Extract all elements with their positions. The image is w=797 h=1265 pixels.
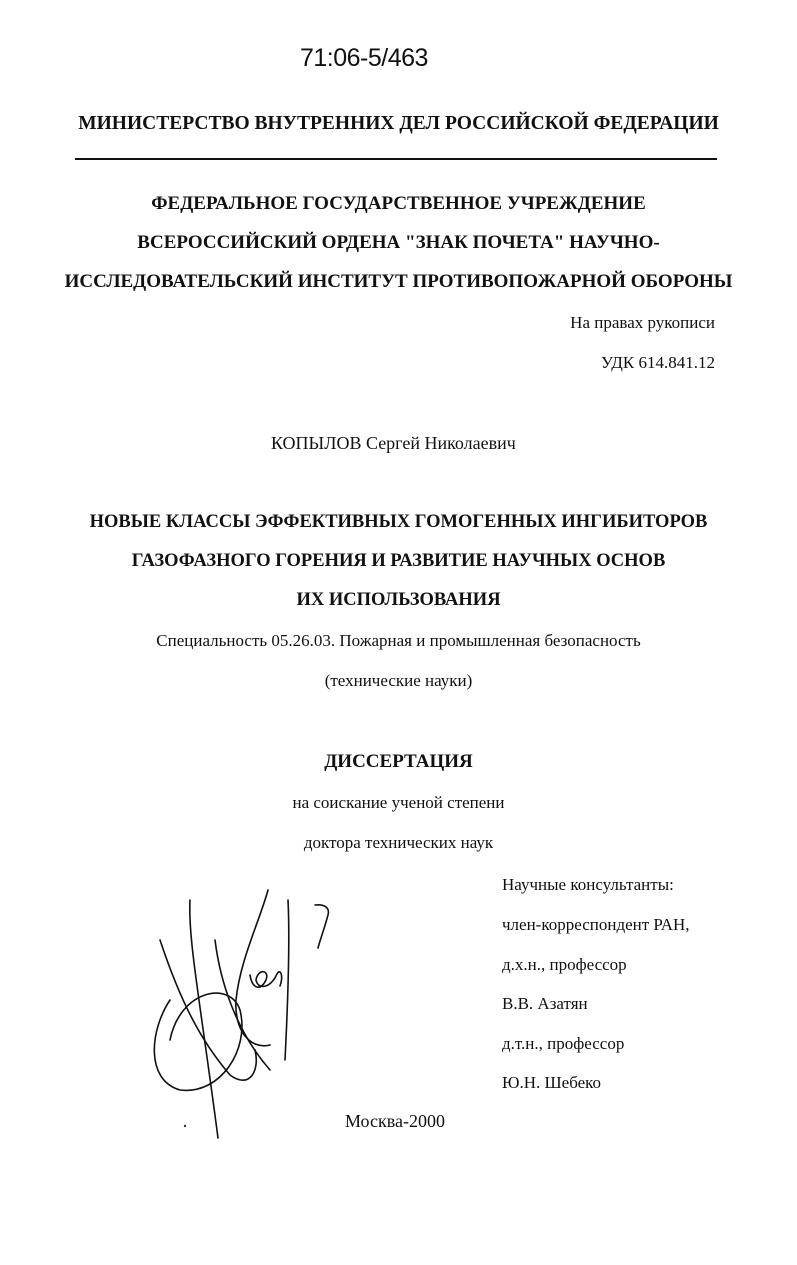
advisor-line: Ю.Н. Шебеко xyxy=(502,1073,602,1092)
handwritten-signature xyxy=(140,880,340,1150)
ministry-heading: МИНИСТЕРСТВО ВНУТРЕННИХ ДЕЛ РОССИЙСКОЙ ФЕДЕРАЦИИ xyxy=(78,113,719,134)
specialty: Специальность 05.26.03. Пожарная и промышленная безопасность xyxy=(156,631,641,650)
field: (технические науки) xyxy=(324,671,473,690)
advisor-line: д.х.н., профессор xyxy=(502,955,627,974)
header-divider xyxy=(75,158,717,160)
title-line-2: ГАЗОФАЗНОГО ГОРЕНИЯ И РАЗВИТИЕ НАУЧНЫХ ОСНОВ xyxy=(131,551,666,571)
document-type: ДИССЕРТАЦИЯ xyxy=(324,751,473,772)
city-year: Москва-2000 xyxy=(345,1111,445,1131)
degree-line-2: доктора технических наук xyxy=(303,833,494,852)
institution-line-3: ИССЛЕДОВАТЕЛЬСКИЙ ИНСТИТУТ ПРОТИВОПОЖАРНОЙ ОБОРОНЫ xyxy=(64,271,733,292)
title-line-1: НОВЫЕ КЛАССЫ ЭФФЕКТИВНЫХ ГОМОГЕННЫХ ИНГИБИТОРОВ xyxy=(89,512,708,532)
advisor-line: В.В. Азатян xyxy=(502,994,588,1013)
advisor-line: д.т.н., профессор xyxy=(502,1034,625,1053)
dot-mark xyxy=(184,1125,186,1127)
title-line-3: ИХ ИСПОЛЬЗОВАНИЯ xyxy=(296,590,501,610)
advisor-line: член-корреспондент РАН, xyxy=(502,915,690,934)
institution-line-1: ФЕДЕРАЛЬНОЕ ГОСУДАРСТВЕННОЕ УЧРЕЖДЕНИЕ xyxy=(151,193,646,214)
manuscript-rights: На правах рукописи xyxy=(570,313,715,332)
advisors-heading: Научные консультанты: xyxy=(502,875,674,894)
archive-code: 71:06-5/463 xyxy=(300,44,428,72)
institution-line-2: ВСЕРОССИЙСКИЙ ОРДЕНА "ЗНАК ПОЧЕТА" НАУЧНО- xyxy=(137,232,660,253)
author-name: КОПЫЛОВ Сергей Николаевич xyxy=(271,433,516,453)
degree-line-1: на соискание ученой степени xyxy=(292,793,505,812)
udc-code: УДК 614.841.12 xyxy=(600,353,715,372)
